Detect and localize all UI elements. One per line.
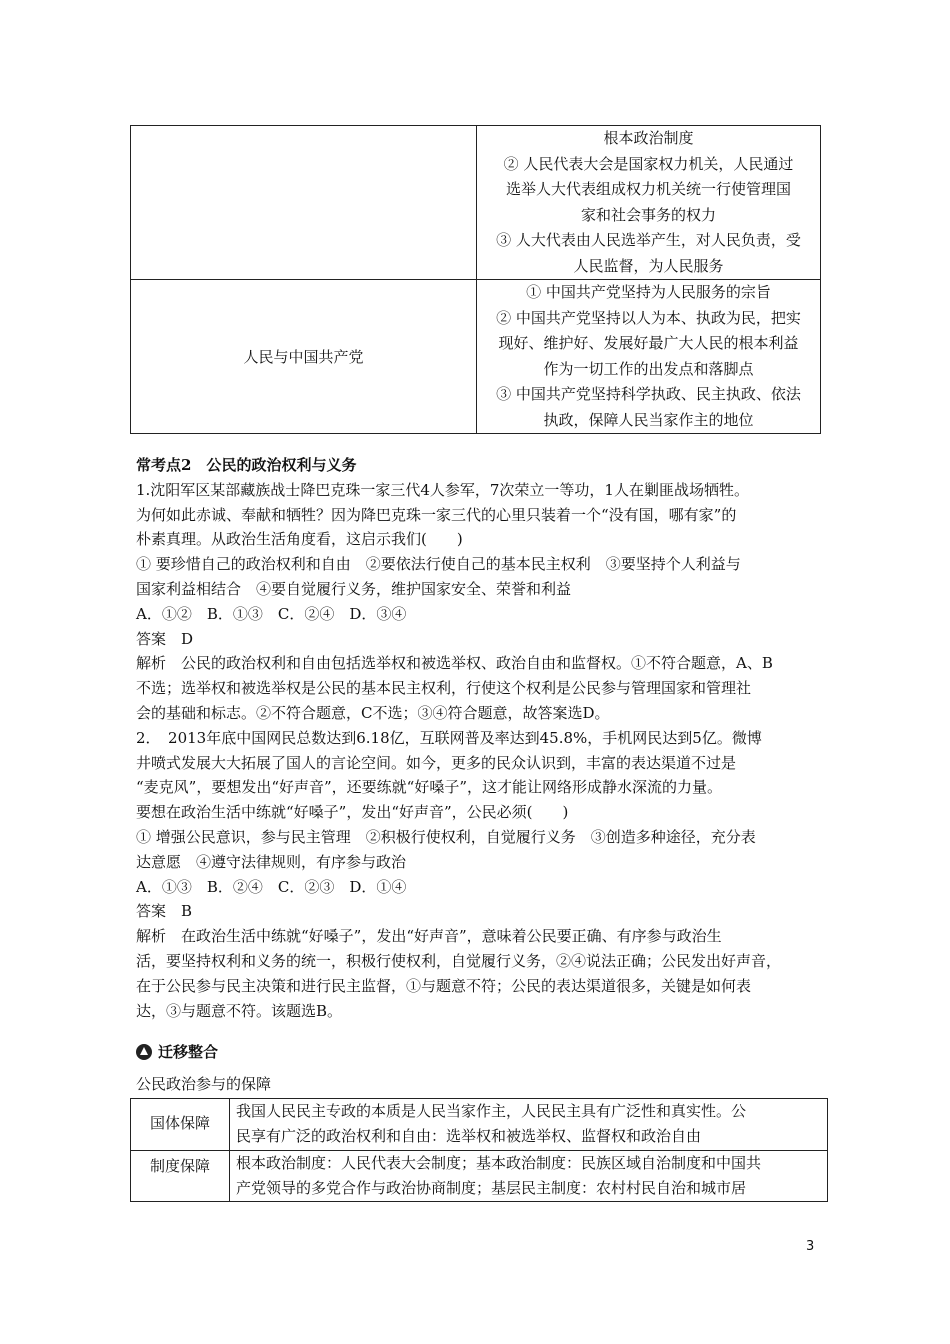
exam-section — [136, 453, 826, 1023]
table-value-cell — [230, 1151, 828, 1202]
text-line: 国家利益相结合 ④要自觉履行义务，维护国家安全、荣誉和利益 — [136, 579, 572, 598]
cell-line: 作为一切工作的出发点和落脚点 — [543, 359, 754, 378]
cell-line: ② 人民代表大会是国家权力机关，人民通过 — [503, 154, 794, 173]
triangle-icon — [136, 1044, 152, 1060]
table-key-cell: 国体保障 — [131, 1099, 230, 1151]
table-cell-left — [131, 126, 477, 280]
text-line: A．①③ B．②④ C．②③ D．①④ — [136, 877, 407, 896]
text-line: 会的基础和标志。②不符合题意，C不选；③④符合题意，故答案选D。 — [136, 703, 610, 722]
cell-line: 选举人大代表组成权力机关统一行使管理国 — [505, 180, 791, 198]
text-line: 达，③与题意不符。该题选B。 — [136, 1001, 343, 1020]
guarantee-table — [130, 1098, 828, 1202]
cell-line: 产党领导的多党合作与政治协商制度；基层民主制度：农村村民自治和城市居 — [236, 1179, 747, 1197]
table-cell-right — [477, 280, 821, 434]
cell-line: 我国人民民主专政的本质是人民当家作主，人民民主具有广泛性和真实性。公 — [236, 1102, 747, 1120]
text-line: “麦克风”，要想发出“好声音”，还要练就“好嗓子”，这才能让网络形成静水深流的力量。 — [136, 778, 723, 797]
integrate-heading — [136, 1040, 826, 1064]
table-cell-right — [477, 126, 821, 280]
cell-line: 根本政治制度：人民代表大会制度；基本政治制度：民族区域自治制度和中国共 — [236, 1154, 762, 1172]
table-value-cell — [230, 1099, 828, 1151]
text-line: 井喷式发展大大拓展了国人的言论空间。如今，更多的民众认识到，丰富的表达渠道不过是 — [136, 753, 737, 772]
table-key-cell: 制度保障 — [131, 1151, 230, 1202]
text-line: 朴素真理。从政治生活角度看，这启示我们( ) — [136, 530, 463, 549]
table-row — [131, 280, 821, 434]
text-line: 不选；选举权和被选举权是公民的基本民主权利，行使这个权利是公民参与管理国家和管理社 — [136, 679, 752, 698]
page-number: 3 — [806, 1239, 815, 1254]
cell-line: 现好、维护好、发展好最广大人民的根本利益 — [498, 334, 799, 352]
text-line: 活，要坚持权利和义务的统一，积极行使权利，自觉履行义务，②④说法正确；公民发出好声音， — [136, 951, 782, 970]
text-line: 2． 2013年底中国网民总数达到6.18亿，互联网普及率达到45.8%，手机网民达到5亿。微博 — [136, 728, 762, 747]
cell-line: 人民监督，为人民服务 — [573, 256, 724, 275]
cell-line: 家和社会事务的权力 — [580, 205, 716, 224]
text-line: ① 要珍惜自己的政治权利和自由 ②要依法行使自己的基本民主权利 ③要坚持个人利益与 — [136, 555, 741, 574]
cell-line: ③ 人大代表由人民选举产生，对人民负责，受 — [496, 231, 801, 249]
text-line: A．①② B．①③ C．②④ D．③④ — [136, 604, 407, 623]
table-row — [131, 1151, 828, 1202]
cell-line: ② 中国共产党坚持以人为本、执政为民，把实 — [496, 308, 801, 327]
integrate-subtitle: 公民政治参与的保障 — [136, 1075, 272, 1093]
text-line: 要想在政治生活中练就“好嗓子”，发出“好声音”，公民必须( ) — [136, 803, 569, 822]
cell-line: 执政，保障人民当家作主的地位 — [543, 410, 754, 429]
cell-line: ① 中国共产党坚持为人民服务的宗旨 — [526, 283, 771, 301]
text-line: 在于公民参与民主决策和进行民主监督，①与题意不符；公民的表达渠道很多，关键是如何表 — [136, 976, 752, 995]
cell-text: 人民与中国共产党 — [243, 348, 364, 366]
section-heading: 常考点2 公民的政治权利与义务 — [136, 456, 357, 474]
text-line: ① 增强公民意识，参与民主管理 ②积极行使权利，自觉履行义务 ③创造多种途径，充分表 — [136, 827, 756, 846]
cell-line: ③ 中国共产党坚持科学执政、民主执政、依法 — [496, 385, 801, 403]
table-row — [131, 126, 821, 280]
integrate-label: 迁移整合 — [158, 1043, 219, 1061]
text-line: 答案 D — [136, 629, 194, 648]
text-line: 解析 公民的政治权利和自由包括选举权和被选举权、政治自由和监督权。①不符合题意，A、B — [136, 654, 773, 673]
cell-line: 根本政治制度 — [603, 129, 694, 147]
text-line: 为何如此赤诚、奉献和牺牲？因为降巴克珠一家三代的心里只装着一个“没有国，哪有家”的 — [136, 505, 737, 524]
text-line: 达意愿 ④遵守法律规则，有序参与政治 — [136, 852, 407, 871]
text-line: 解析 在政治生活中练就“好嗓子”，发出“好声音”，意味着公民要正确、有序参与政治生 — [136, 927, 722, 946]
text-line: 1.沈阳军区某部藏族战士降巴克珠一家三代4人参军，7次荣立一等功，1人在剿匪战场牺牲。 — [136, 480, 749, 499]
summary-table — [130, 125, 821, 434]
table-cell-left — [131, 280, 477, 434]
cell-line: 民享有广泛的政治权利和自由：选举权和被选举权、监督权和政治自由 — [236, 1127, 702, 1145]
text-line: 答案 B — [136, 902, 193, 921]
table-row — [131, 1099, 828, 1151]
